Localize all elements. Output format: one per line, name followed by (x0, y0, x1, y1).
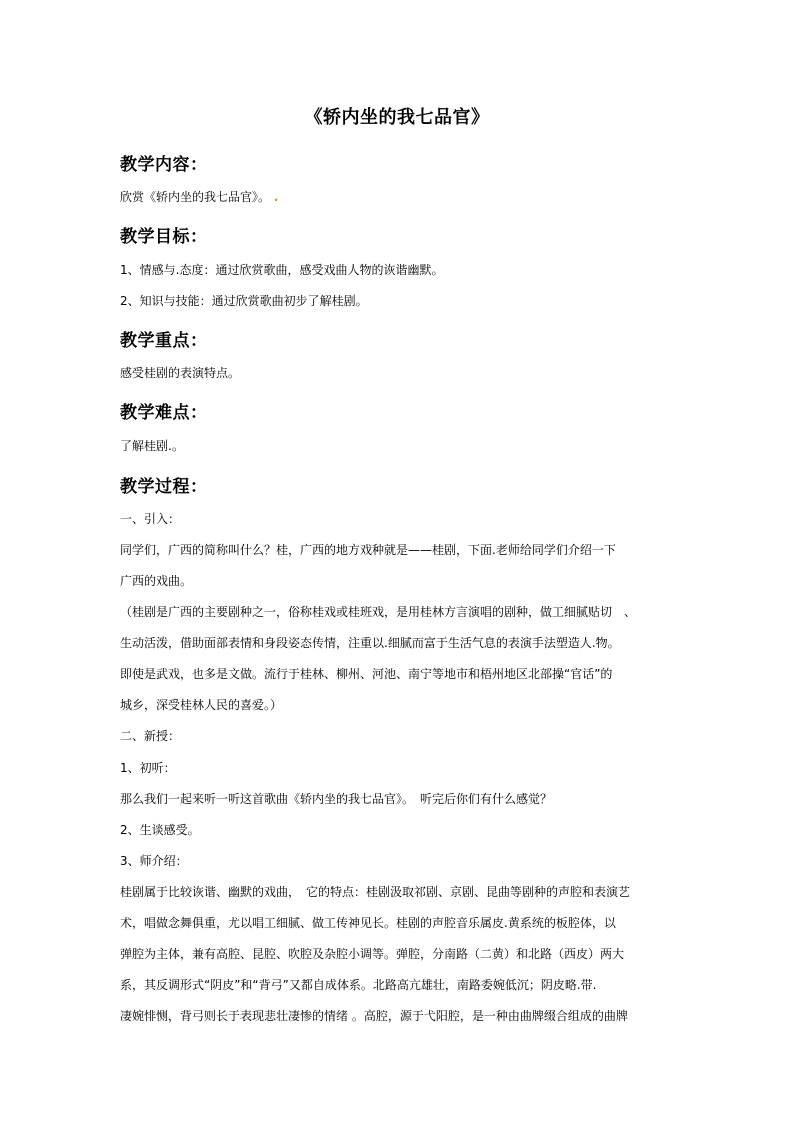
teacher-intro-line: 桂剧属于比较诙谐、幽默的戏曲， 它的特点：桂剧汲取祁剧、京剧、昆曲等剧种的声腔和表演艺 (120, 885, 631, 899)
stray-mark: . (273, 190, 279, 204)
guiju-note-line: 即使是武戏，也多是文做。流行于桂林、柳州、河池、南宁等地市和梧州地区北部操“官话”的 (120, 667, 613, 681)
teacher-intro-line: 系，其反调形式“阴皮”和“背弓”又都自成体系。北路高亢雄壮，南路委婉低沉；阴皮略.带. (120, 978, 597, 992)
intro-paragraph-line: 同学们，广西的简称叫什么？桂，广西的地方戏种就是——桂剧，下面.老师给同学们介绍一下 (120, 543, 616, 557)
difficult-points-text: 了解桂剧.。 (120, 439, 184, 453)
heading-teaching-process: 教学过程： (120, 477, 208, 497)
guiju-note-line: 城乡，深受桂林人民的喜爱。） (120, 698, 283, 712)
goal-2: 2、知识与技能：通过欣赏歌曲初步了解桂剧。 (120, 294, 368, 308)
new-lesson-label: 二、新授： (120, 729, 181, 743)
step-2-label: 2、生谈感受。 (120, 823, 200, 837)
goal-1: 1、情感与.态度：通过欣赏歌曲，感受戏曲人物的诙谐幽默。 (120, 263, 444, 277)
intro-label: 一、引入： (120, 512, 181, 526)
step-3-label: 3、师介绍： (120, 854, 188, 868)
teacher-intro-line: 弹腔为主体，兼有高腔、昆腔、吹腔及杂腔小调等。弹腔，分南路（二黄）和北路（西皮）两大 (120, 947, 625, 961)
step-1-label: 1、初听： (120, 761, 176, 775)
document-title: 《轿内坐的我七品官》 (304, 107, 490, 128)
step-1-text: 那么我们一起来听一听这首歌曲《轿内坐的我七品官》。 听完后你们有什么感觉？ (120, 792, 553, 806)
intro-paragraph-line: 广西的戏曲。 (120, 574, 193, 588)
heading-teaching-content: 教学内容： (120, 155, 208, 175)
heading-key-points: 教学重点： (120, 331, 208, 351)
guiju-note-line: （桂剧是广西的主要剧种之一，俗称桂戏或桂班戏，是用桂林方言演唱的剧种，做工细腻贴切 、 (120, 605, 637, 619)
guiju-note-line: 生动活泼，借助面部表情和身段姿态传情，注重以.细腻而富于生活气息的表演手法塑造人.物。 (120, 636, 620, 650)
teacher-intro-line: 术，唱做念舞俱重，尤以唱工细腻、做工传神见长。桂剧的声腔音乐属皮.黄系统的板腔体，以 (120, 916, 616, 930)
key-points-text: 感受桂剧的表演特点。 (120, 366, 241, 380)
teaching-content-body: 欣赏《轿内坐的我七品官》。 (120, 190, 271, 204)
teacher-intro-line: 凄婉悱恻，背弓则长于表现悲壮凄惨的情绪 。高腔，源于弋阳腔，是一种由曲牌缀合组成的曲牌 (120, 1009, 628, 1023)
teaching-content-text (120, 188, 278, 205)
heading-difficult-points: 教学难点： (120, 403, 208, 423)
heading-teaching-goals: 教学目标： (120, 227, 208, 247)
